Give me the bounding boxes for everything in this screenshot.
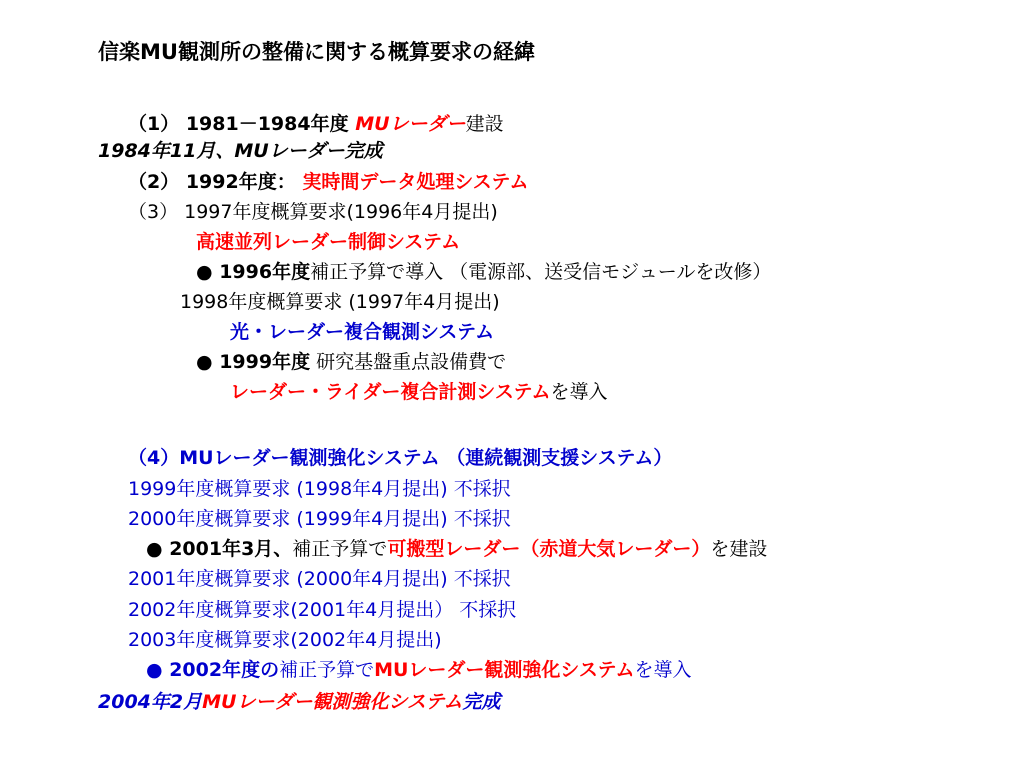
- fy1998-request-line: 1998年度概算要求 (1997年4月提出): [180, 291, 500, 313]
- mu-radar-highlight: MUレーダー: [355, 113, 466, 135]
- radar-lidar-suffix: を導入: [550, 381, 608, 403]
- fy1999-request-line: 1999年度概算要求 (1998年4月提出) 不採択: [128, 478, 511, 500]
- fy2003-request-line: 2003年度概算要求(2002年4月提出): [128, 629, 442, 651]
- portable-radar-highlight: 可搬型レーダー（赤道大気レーダー）: [387, 538, 711, 560]
- completion-2004-line: [98, 690, 501, 714]
- fy1999-detail: 研究基盤重点設備費で: [310, 351, 507, 373]
- mu-radar-completed-line: 1984年11月、MUレーダー完成: [98, 140, 383, 162]
- fy2001-budget: 補正予算で: [292, 538, 388, 560]
- radar-lidar-system: レーダー・ライダー複合計測システム: [230, 381, 551, 403]
- fy2002-supplementary-line: [146, 658, 692, 682]
- optical-radar-system: 光・レーダー複合観測システム: [230, 321, 495, 343]
- completion-system-highlight: MUレーダー観測強化システム: [202, 691, 463, 713]
- item-2-label: （2） 1992年度：: [128, 171, 303, 193]
- completion-suffix: 完成: [462, 691, 501, 713]
- fy2002-suffix: を導入: [634, 659, 692, 681]
- item-1-suffix: 建設: [465, 113, 504, 135]
- fy2000-request-line: 2000年度概算要求 (1999年4月提出) 不採択: [128, 508, 511, 530]
- item-3-line: （3） 1997年度概算要求(1996年4月提出): [128, 201, 498, 223]
- fy1999-label: ● 1999年度: [196, 351, 311, 373]
- item-2-line: [128, 170, 528, 194]
- completion-date: 2004年2月: [98, 691, 203, 713]
- parallel-radar-system: 高速並列レーダー制御システム: [196, 231, 461, 253]
- fy2001-request-line: 2001年度概算要求 (2000年4月提出) 不採択: [128, 568, 511, 590]
- fy1999-line: [196, 350, 506, 374]
- fy2002-request-line: 2002年度概算要求(2001年4月提出） 不採択: [128, 599, 517, 621]
- fy1996-detail: 補正予算で導入 （電源部、送受信モジュールを改修）: [310, 261, 772, 283]
- item-4-line: （4）MUレーダー観測強化システム （連続観測支援システム）: [128, 447, 673, 469]
- fy2002-budget: 補正予算で: [279, 659, 375, 681]
- item-1-line: [128, 112, 504, 136]
- item-1-label: （1） 1981－1984年度: [128, 113, 356, 135]
- radar-lidar-line: [230, 380, 608, 404]
- fy2001-suffix: を建設: [710, 538, 768, 560]
- fy1996-label: ● 1996年度: [196, 261, 311, 283]
- fy2001-label: ● 2001年3月、: [146, 538, 293, 560]
- enhancement-system-highlight: MUレーダー観測強化システム: [374, 659, 635, 681]
- page-title: 信楽MU観測所の整備に関する概算要求の経緯: [98, 40, 535, 64]
- fy2001-line: [146, 537, 767, 561]
- realtime-system-highlight: 実時間データ処理システム: [302, 171, 529, 193]
- fy2002-label: ● 2002年度の: [146, 659, 280, 681]
- fy1996-line: [196, 260, 771, 284]
